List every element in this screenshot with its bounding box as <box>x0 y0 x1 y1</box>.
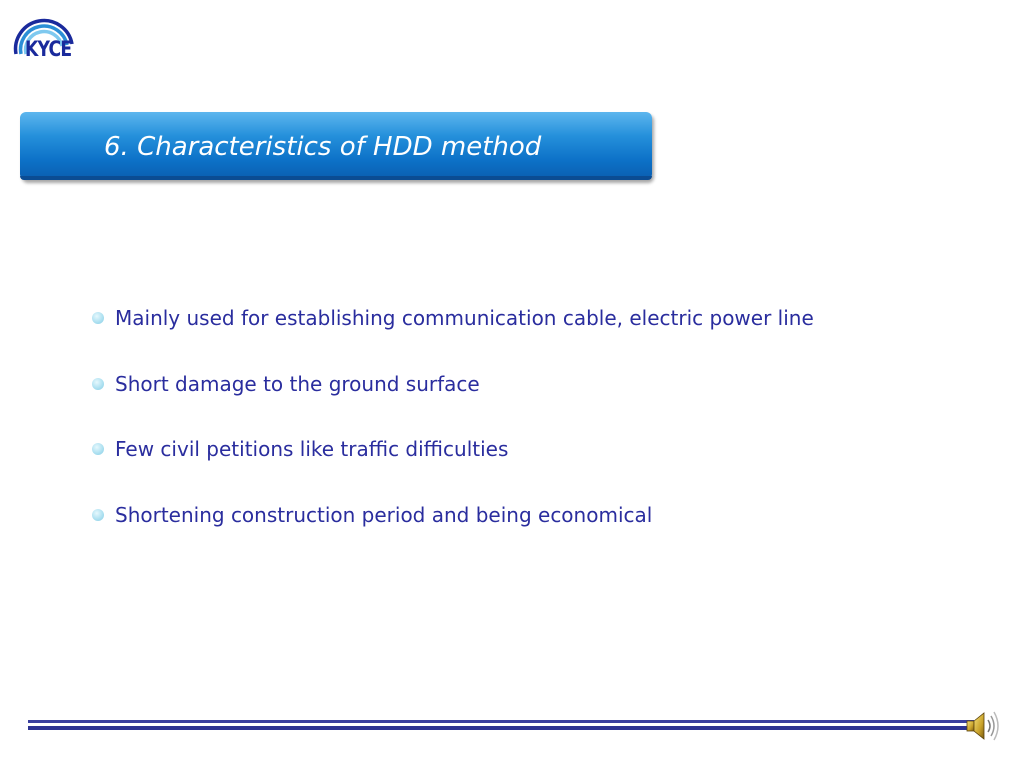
bullet-item <box>92 433 814 499</box>
bullet-dot-icon <box>92 378 104 390</box>
speaker-icon[interactable] <box>964 708 1004 744</box>
bullet-text: Short damage to the ground surface <box>115 371 480 396</box>
kyce-logo <box>12 14 84 64</box>
logo-text: KYCE <box>25 37 72 61</box>
bullet-dot-icon <box>92 312 104 324</box>
bullet-item <box>92 499 814 565</box>
footer-line-bottom <box>28 726 974 730</box>
bullet-dot-icon <box>92 443 104 455</box>
bullet-dot-icon <box>92 509 104 521</box>
bullet-text: Shortening construction period and being economical <box>115 502 653 527</box>
bullet-text: Mainly used for establishing communication cable, electric power line <box>115 306 814 330</box>
bullet-item <box>92 368 814 434</box>
bullet-list <box>92 302 814 564</box>
bullet-item <box>92 302 814 368</box>
page-title: 6. Characteristics of HDD method <box>104 132 542 162</box>
footer-line-top <box>28 720 974 723</box>
title-banner <box>20 112 652 180</box>
footer-divider <box>28 720 974 732</box>
bullet-text: Few civil petitions like traffic difficulties <box>115 437 509 461</box>
